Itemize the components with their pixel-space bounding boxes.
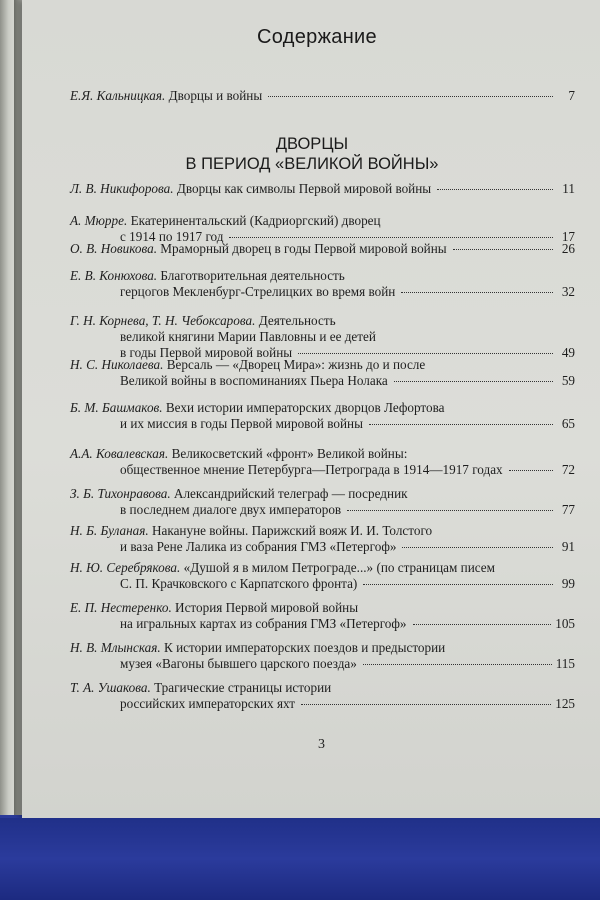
toc-entry-line bbox=[70, 656, 575, 672]
toc-entry-line bbox=[70, 696, 575, 712]
toc-title: История Первой мировой войны bbox=[175, 600, 359, 615]
toc-page-number: 49 bbox=[561, 345, 575, 360]
toc-entry-line bbox=[70, 502, 575, 518]
toc-entry-line bbox=[70, 400, 575, 416]
toc-title: Екатеринентальский (Кадриоргский) дворец bbox=[130, 213, 381, 228]
toc-title: общественное мнение Петербурга—Петрограда в 1914—1917 годах bbox=[120, 462, 503, 477]
toc-entry-line bbox=[70, 357, 575, 373]
book-page bbox=[22, 0, 600, 818]
toc-page-number: 91 bbox=[561, 539, 575, 554]
toc-leader-dots bbox=[268, 95, 553, 97]
toc-author: О. В. Новикова. bbox=[70, 241, 157, 256]
section-title-line-2: В ПЕРИОД «ВЕЛИКОЙ ВОЙНЫ» bbox=[185, 155, 439, 173]
toc-page-number: 125 bbox=[555, 696, 575, 711]
toc-leader-dots bbox=[453, 248, 553, 250]
toc-entry-line bbox=[70, 560, 575, 576]
page-number: 3 bbox=[318, 737, 325, 752]
toc-title: К истории императорских поездов и предыстории bbox=[164, 640, 446, 655]
section-title bbox=[162, 134, 462, 174]
toc-page-number: 99 bbox=[561, 576, 575, 591]
toc-leader-dots bbox=[402, 546, 553, 548]
toc-title: и ваза Рене Лалика из собрания ГМЗ «Петергоф» bbox=[120, 539, 397, 554]
toc-author: Б. М. Башмаков. bbox=[70, 400, 163, 415]
toc-entry bbox=[70, 600, 575, 632]
toc-leader-dots bbox=[369, 423, 553, 425]
toc-page-number: 59 bbox=[561, 373, 575, 388]
toc-entry bbox=[70, 241, 575, 257]
toc-page-number: 115 bbox=[555, 656, 575, 671]
toc-entry-line bbox=[70, 486, 575, 502]
toc-title: Александрийский телеграф — посредник bbox=[173, 486, 408, 501]
toc-title: российских императорских яхт bbox=[120, 696, 296, 711]
toc-author: А. Мюрре. bbox=[70, 213, 128, 228]
toc-author: Т. А. Ушакова. bbox=[70, 680, 151, 695]
toc-entry-intro bbox=[70, 88, 575, 104]
toc-entry-line bbox=[70, 640, 575, 656]
toc-author: З. Б. Тихонравова. bbox=[70, 486, 171, 501]
toc-entry-line bbox=[70, 268, 575, 284]
toc-entry-line bbox=[70, 616, 575, 632]
previous-page-edge bbox=[0, 0, 14, 815]
toc-title: с 1914 по 1917 год bbox=[120, 229, 224, 244]
toc-leader-dots bbox=[401, 291, 553, 293]
toc-entry-line bbox=[70, 329, 575, 345]
toc-entry bbox=[70, 181, 575, 197]
toc-leader-dots bbox=[509, 469, 553, 471]
toc-leader-dots bbox=[301, 703, 551, 705]
section-title-line-1: ДВОРЦЫ bbox=[275, 135, 349, 153]
toc-entry bbox=[70, 640, 575, 672]
toc-title: Дворцы и войны bbox=[168, 88, 263, 103]
toc-title: Дворцы как символы Первой мировой войны bbox=[176, 181, 432, 196]
toc-entry-line bbox=[70, 416, 575, 432]
toc-author: Г. Н. Корнева, Т. Н. Чебоксарова. bbox=[70, 313, 256, 328]
toc-entry bbox=[70, 357, 575, 389]
toc-author: Н. Б. Буланая. bbox=[70, 523, 149, 538]
toc-page-number: 65 bbox=[561, 416, 575, 431]
toc-leader-dots bbox=[437, 188, 553, 190]
toc-entry-line bbox=[70, 600, 575, 616]
toc-leader-dots bbox=[229, 236, 553, 238]
toc-page-number: 72 bbox=[561, 462, 575, 477]
toc-title: Благотворительная деятельность bbox=[160, 268, 345, 283]
toc-leader-dots bbox=[298, 352, 553, 354]
toc-leader-dots bbox=[363, 663, 552, 665]
toc-page-number: 7 bbox=[568, 88, 575, 103]
toc-title: в последнем диалоге двух императоров bbox=[120, 502, 342, 517]
toc-entry bbox=[70, 400, 575, 432]
toc-title: Вехи истории императорских дворцов Лефортова bbox=[165, 400, 445, 415]
toc-leader-dots bbox=[363, 583, 553, 585]
toc-title: Версаль — «Дворец Мира»: жизнь до и после bbox=[166, 357, 426, 372]
toc-page-number: 32 bbox=[561, 284, 575, 299]
toc-entry-line bbox=[70, 181, 575, 197]
toc-page-number: 17 bbox=[561, 229, 575, 244]
toc-entry-line bbox=[70, 576, 575, 592]
toc-entry bbox=[70, 313, 575, 361]
toc-author: А.А. Ковалевская. bbox=[70, 446, 169, 461]
toc-author: Л. В. Никифорова. bbox=[70, 181, 174, 196]
toc-title: Деятельность bbox=[258, 313, 336, 328]
toc-title: Великосветский «фронт» Великой войны: bbox=[171, 446, 408, 461]
toc-page-number: 105 bbox=[555, 616, 575, 631]
toc-title: музея «Вагоны бывшего царского поезда» bbox=[120, 656, 357, 671]
toc-entry-line bbox=[70, 213, 575, 229]
toc-entry-line bbox=[70, 680, 575, 696]
toc-page-number: 77 bbox=[561, 502, 575, 517]
toc-leader-dots bbox=[394, 380, 553, 382]
toc-author: Е. П. Нестеренко. bbox=[70, 600, 172, 615]
toc-entry-line bbox=[70, 284, 575, 300]
toc-page-number: 11 bbox=[562, 181, 575, 196]
toc-leader-dots bbox=[413, 623, 552, 625]
toc-entry-line bbox=[70, 313, 575, 329]
toc-title: великой княгини Марии Павловны и ее детей bbox=[120, 329, 376, 344]
toc-entry bbox=[70, 680, 575, 712]
toc-title: С. П. Крачковского с Карпатского фронта) bbox=[120, 576, 358, 591]
toc-author: Е. В. Конюхова. bbox=[70, 268, 158, 283]
toc-author: Н. С. Николаева. bbox=[70, 357, 164, 372]
toc-author: Е.Я. Кальницкая. bbox=[70, 88, 166, 103]
toc-entry bbox=[70, 268, 575, 300]
toc-entry bbox=[70, 560, 575, 592]
toc-page-number: 26 bbox=[561, 241, 575, 256]
toc-entry-line bbox=[70, 462, 575, 478]
contents-heading: Содержание bbox=[257, 26, 377, 48]
toc-title: Трагические страницы истории bbox=[154, 680, 332, 695]
toc-title: на игральных картах из собрания ГМЗ «Петергоф» bbox=[120, 616, 407, 631]
toc-title: Накануне войны. Парижский вояж И. И. Толстого bbox=[151, 523, 433, 538]
toc-entry-line bbox=[70, 523, 575, 539]
toc-title: герцогов Мекленбург-Стрелицких во время войн bbox=[120, 284, 396, 299]
toc-entry-line bbox=[70, 539, 575, 555]
toc-leader-dots bbox=[347, 509, 553, 511]
toc-title: «Душой я в милом Петрограде...» (по страницам писем bbox=[183, 560, 495, 575]
toc-entry-line bbox=[70, 373, 575, 389]
toc-entry-line bbox=[70, 241, 575, 257]
toc-entry bbox=[70, 486, 575, 518]
toc-title: в годы Первой мировой войны bbox=[120, 345, 293, 360]
toc-entry bbox=[70, 446, 575, 478]
toc-title: Мраморный дворец в годы Первой мировой войны bbox=[160, 241, 447, 256]
toc-author: Н. В. Млынская. bbox=[70, 640, 161, 655]
toc-entry-line bbox=[70, 446, 575, 462]
toc-author: Н. Ю. Серебрякова. bbox=[70, 560, 181, 575]
toc-entry bbox=[70, 523, 575, 555]
blue-table-surface bbox=[0, 818, 600, 900]
toc-title: Великой войны в воспоминаниях Пьера Нолака bbox=[120, 373, 388, 388]
toc-title: и их миссия в годы Первой мировой войны bbox=[120, 416, 363, 431]
